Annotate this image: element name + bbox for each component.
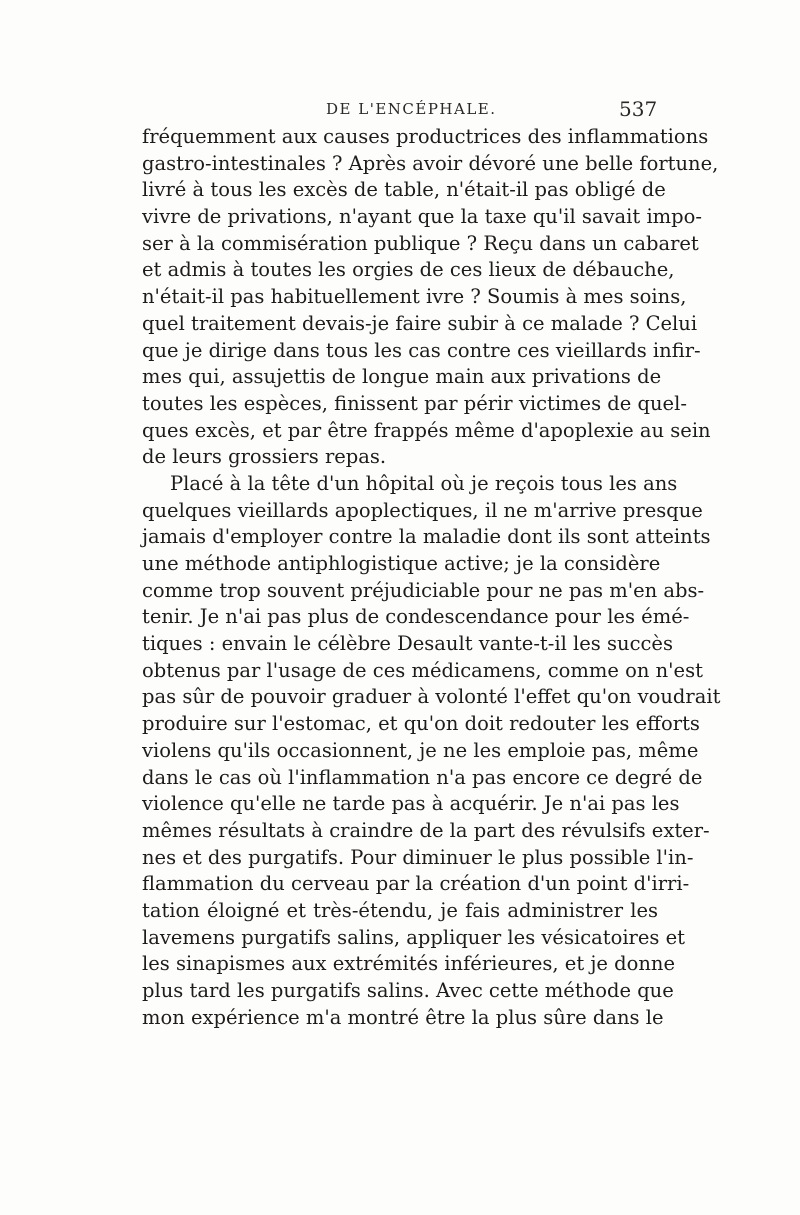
text-line: ques excès, et par être frappés même d'apoplexie au sein [142, 418, 711, 442]
text-line: plus tard les purgatifs salins. Avec cette méthode que [142, 979, 674, 1002]
text-line: de leurs grossiers repas. [142, 445, 387, 469]
text-line: violens qu'ils occasionnent, je ne les emploie pas, même [142, 738, 699, 762]
text-line: quel traitement devais-je faire subir à ce malade ? Celui [142, 311, 698, 335]
body-text [142, 124, 721, 1031]
text-line: tenir. Je n'ai pas plus de condescendance pour les émé- [142, 605, 690, 629]
text-line: mes qui, assujettis de longue main aux privations de [142, 365, 662, 389]
text-line: comme trop souvent préjudiciable pour ne pas m'en abs- [142, 578, 705, 602]
text-line: mêmes résultats à craindre de la part des révulsifs exter- [142, 818, 710, 842]
text-line: tation éloigné et très-étendu, je fais administrer les [142, 898, 658, 922]
text-line: vivre de privations, n'ayant que la taxe qu'il savait impo- [142, 205, 702, 229]
text-line: n'était-il pas habituellement ivre ? Soumis à mes soins, [142, 285, 687, 309]
page-number: 537 [619, 97, 658, 121]
text-line: pas sûr de pouvoir graduer à volonté l'effet qu'on voudrait [142, 685, 721, 709]
text-line: livré à tous les excès de table, n'était-il pas obligé de [142, 178, 666, 202]
text-line: ser à la commisération publique ? Reçu dans un cabaret [142, 231, 699, 255]
text-line: toutes les espèces, finissent par périr victimes de quel- [142, 391, 687, 415]
paragraph-start-line: Placé à la tête d'un hôpital où je reçois tous les ans [170, 471, 678, 495]
text-line: mon expérience m'a montré être la plus sûre dans le [142, 1005, 664, 1029]
text-line: lavemens purgatifs salins, appliquer les vésicatoires et [142, 925, 686, 949]
text-line: flammation du cerveau par la création d'un point d'irri- [142, 872, 690, 896]
text-line: que je dirige dans tous les cas contre ces vieillards infir- [142, 338, 701, 362]
text-line: violence qu'elle ne tarde pas à acquérir. Je n'ai pas les [142, 792, 680, 816]
text-line: dans le cas où l'inflammation n'a pas encore ce degré de [142, 765, 703, 789]
running-title: DE L'ENCÉPHALE. [326, 100, 497, 118]
text-line: obtenus par l'usage de ces médicamens, comme on n'est [142, 658, 703, 682]
text-line: produire sur l'estomac, et qu'on doit redouter les efforts [142, 712, 700, 736]
text-line: jamais d'employer contre la maladie dont ils sont atteints [142, 525, 711, 549]
text-line: nes et des purgatifs. Pour diminuer le plus possible l'in- [142, 845, 694, 869]
text-line: une méthode antiphlogistique active; je la considère [142, 552, 661, 575]
text-line: tiques : envain le célèbre Desault vante-t-il les succès [142, 632, 673, 656]
text-line: gastro-intestinales ? Après avoir dévoré une belle fortune, [142, 151, 719, 175]
text-line: les sinapismes aux extrémités inférieures, et je donne [142, 952, 676, 976]
text-line: fréquemment aux causes productrices des inflammations [142, 125, 709, 148]
text-line: et admis à toutes les orgies de ces lieux de débauche, [142, 258, 675, 282]
text-line: quelques vieillards apoplectiques, il ne m'arrive presque [142, 498, 703, 522]
